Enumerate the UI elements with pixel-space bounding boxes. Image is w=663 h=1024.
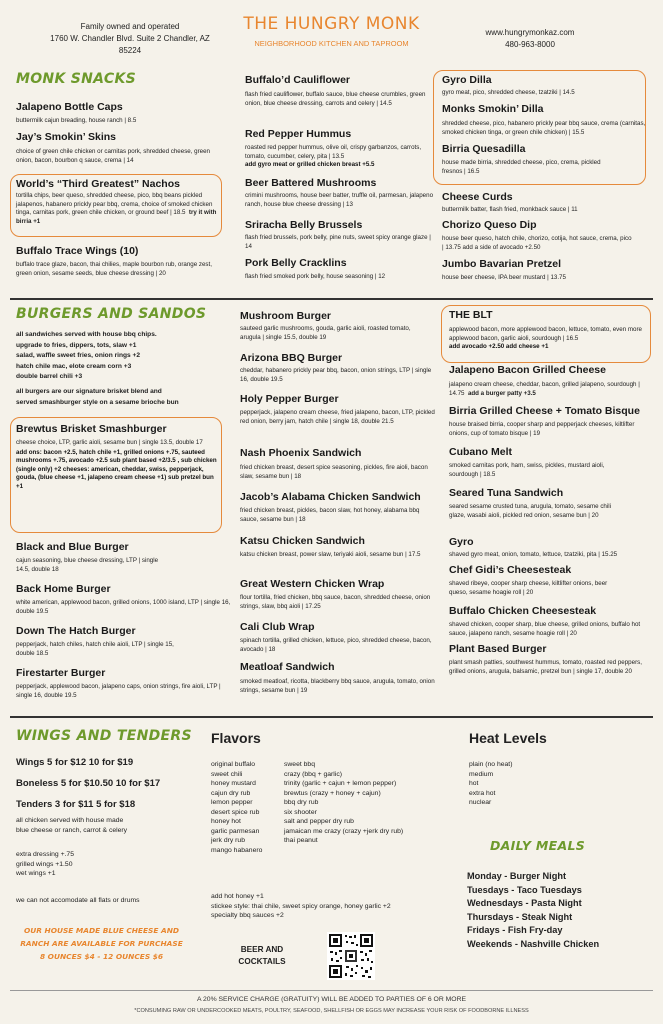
item-name: Down The Hatch Burger xyxy=(16,625,136,637)
menu-item xyxy=(245,128,435,170)
promo-line: RANCH ARE AVAILABLE FOR PURCHASE xyxy=(20,939,183,948)
item-name: Jalapeno Bacon Grilled Cheese xyxy=(449,364,606,376)
flavor-item: thai peanut xyxy=(284,837,318,844)
item-desc: pepperjack, jalapeno cream cheese, fried jalapeno, bacon, LTP, pickled red onion, berry jam, hatch chile | single 18, double 21.5 xyxy=(240,409,435,425)
item-name: THE BLT xyxy=(449,309,493,321)
menu-item xyxy=(442,258,647,283)
item-desc: flash fried cauliflower, buffalo sauce, blue cheese crumbles, green onion, blue cheese dressing, carrots and celery | 14.5 xyxy=(245,91,426,107)
flavor-item: jamaican me crazy (crazy +jerk dry rub) xyxy=(284,827,404,835)
food-safety-warning: *CONSUMING RAW OR UNDERCOOKED MEATS, POULTRY, SEAFOOD, SHELLFISH OR EGGS MAY INCREASE YOUR RISK OF FOODBORNE ILLNESS xyxy=(134,1008,529,1014)
flavors-title: Flavors xyxy=(211,730,261,746)
item-name: Sriracha Belly Brussels xyxy=(245,219,363,231)
item-desc: seared sesame crusted tuna, arugula, tomato, sesame chili glaze, wasabi aioli, pickled red onion, sesame bun | 20 xyxy=(449,503,611,519)
header-address: 1760 W. Chandler Blvd. Suite 2 Chandler, AZ 85224 xyxy=(50,34,210,55)
promo-line: 8 OUNCES $4 - 12 OUNCES $6 xyxy=(39,952,164,961)
flavor-item: original buffalo xyxy=(211,761,256,768)
daily-meal: Wednesdays - Pasta Night xyxy=(467,898,582,909)
flavor-item: sweet bbq xyxy=(284,761,315,768)
heat-level: hot xyxy=(469,780,479,787)
wings-served xyxy=(16,816,206,835)
item-desc: smoked meatloaf, ricotta, blackberry bbq sauce, arugula, tomato, onion strings, sesame bun | 19 xyxy=(240,678,435,694)
item-name: Great Western Chicken Wrap xyxy=(240,578,385,590)
qr-code[interactable] xyxy=(327,932,375,980)
phone[interactable]: 480-963-8000 xyxy=(505,40,555,49)
flavor-item: bbq dry rub xyxy=(284,799,319,806)
wings-prices xyxy=(16,753,206,815)
menu-item xyxy=(240,447,435,481)
add-line: specialty bbq sauces +2 xyxy=(211,912,284,919)
item-extra: add gyro meat or grilled chicken breast +5.5 xyxy=(245,161,375,169)
item-name: Cheese Curds xyxy=(442,191,513,203)
menu-item xyxy=(16,101,226,126)
section-title-snacks: MONK SNACKS xyxy=(16,71,136,87)
daily-meal: Weekends - Nashville Chicken xyxy=(467,938,600,949)
item-desc: sauteed garlic mushrooms, gouda, garlic aioli, roasted tomato, arugula | single 15.5, double 19 xyxy=(240,325,411,341)
menu-item xyxy=(16,131,226,165)
add-line: stickee style: thai chile, sweet spicy orange, honey garlic +2 xyxy=(211,902,391,910)
item-extra: add ons: bacon +2.5, hatch chile +1, grilled onions +.75, sauteed mushrooms +.75, avocado +2.5 sub plant based +2/3.5 , sub chicken (single only) +2 cheeses: american, cheddar, swiss, pepperjack, gouda, (blue cheese +1, jalapeno cream cheese +1) sub pretzel bun +1 xyxy=(16,448,217,490)
item-desc: flash fried smoked pork belly, house seasoning | 12 xyxy=(245,273,386,280)
flavor-item: honey mustard xyxy=(211,780,256,787)
daily-meal: Thursdays - Steak Night xyxy=(467,911,573,922)
item-desc: applewood bacon, more applewood bacon, lettuce, tomato, even more applewood bacon, garlic aioli, sourdough | 16.5 xyxy=(449,326,642,342)
daily-meal: Fridays - Fish Fry-day xyxy=(467,925,563,936)
menu-item xyxy=(16,423,221,492)
item-desc: house beer queso, hatch chile, chorizo, cotija, hot sauce, crema, pico | 13.75 add a side of avocado +2.50 xyxy=(442,235,632,251)
flavors-list-2 xyxy=(284,760,444,846)
item-extra: add a burger patty +3.5 xyxy=(467,389,536,397)
flavor-item: honey hot xyxy=(211,818,241,825)
item-desc: tortilla chips, beer queso, shredded cheese, pico, bbq beans pickled jalapenos, habanero prickly pear bbq, crema, choice of smoked chicken tinga, carnitas pork, green chile chicken, or ground beef | 18.5 try it with birria +1 xyxy=(16,192,217,225)
menu-item xyxy=(240,661,435,695)
wings-extras xyxy=(16,850,206,879)
item-desc: shredded cheese, pico, habanero prickly pear bbq sauce, crema (carnitas, smoked chicken tinga, or green chile chicken) | 15.5 xyxy=(442,120,646,136)
item-name: Buffalo Trace Wings (10) xyxy=(16,245,139,257)
beer-line: BEER AND xyxy=(240,945,284,954)
menu-item xyxy=(449,536,654,560)
item-desc: fried chicken breast, pickles, bacon slaw, hot honey, alabama bbq sauce, sesame bun | 18 xyxy=(240,507,420,523)
heat-levels-list xyxy=(469,760,569,808)
extra-line: extra dressing +.75 xyxy=(16,851,74,858)
flavor-item: cajun dry rub xyxy=(211,789,251,797)
menu-item xyxy=(16,245,226,278)
menu-item xyxy=(449,564,639,597)
item-desc: choice of green chile chicken or carnitas pork, shredded cheese, green onion, bacon, bourbon q sauce, crema | 14 xyxy=(16,148,210,164)
served-line: blue cheese or ranch, carrot & celery xyxy=(16,826,128,834)
promo-dressing xyxy=(14,924,189,963)
item-name: Holy Pepper Burger xyxy=(240,393,339,405)
flavor-item: sweet chili xyxy=(211,770,243,778)
flavor-item: crazy (bbq + garlic) xyxy=(284,770,342,778)
item-name: Beer Battered Mushrooms xyxy=(245,177,377,189)
item-name: World’s “Third Greatest” Nachos xyxy=(16,178,180,190)
item-desc: house braised birria, cooper sharp and pepperjack cheeses, kiltlifter onions, cup of tomato bisque | 19 xyxy=(449,421,635,437)
menu-item xyxy=(245,74,435,108)
item-name: Mushroom Burger xyxy=(240,310,332,322)
daily-meals-list xyxy=(467,870,647,952)
note-line: all sandwiches served with house bbq chips. xyxy=(16,331,157,338)
menu-item xyxy=(449,405,654,438)
item-name: Nash Phoenix Sandwich xyxy=(240,447,362,459)
item-name: Jacob’s Alabama Chicken Sandwich xyxy=(240,491,421,503)
menu-item xyxy=(442,74,647,98)
menu-item xyxy=(240,491,435,524)
item-extra: try it with birria +1 xyxy=(16,209,217,225)
extra-line: grilled wings +1.50 xyxy=(16,860,73,868)
item-desc: buttermilk batter, flash fried, monkback sauce | 11 xyxy=(442,206,578,213)
menu-item xyxy=(442,143,642,176)
header-owned: Family owned and operated xyxy=(80,22,180,31)
item-name: Firestarter Burger xyxy=(16,667,106,679)
item-desc: spinach tortilla, grilled chicken, lettuce, pico, shredded cheese, bacon, avocado | 18 xyxy=(240,637,432,653)
item-desc: pepperjack, hatch chiles, hatch chile aioli, LTP | single 15, double 18.5 xyxy=(16,641,174,657)
note-line: all burgers are our signature brisket blend and xyxy=(16,387,162,395)
menu-item xyxy=(449,643,649,676)
item-name: Jalapeno Bottle Caps xyxy=(16,101,123,113)
menu-item xyxy=(16,178,222,226)
item-desc: cheddar, habanero prickly pear bbq, bacon, onion strings, LTP | single 16, double 19.5 xyxy=(240,367,432,383)
section-title-wings: WINGS AND TENDERS xyxy=(16,728,192,744)
restaurant-subtitle: NEIGHBORHOOD KITCHEN AND TAPROOM xyxy=(254,39,409,48)
item-name: Gyro Dilla xyxy=(442,74,492,86)
item-name: Chorizo Queso Dip xyxy=(442,219,537,231)
item-desc: flash fried brussels, pork belly, pine nuts, sweet spicy orange glaze | 14 xyxy=(245,234,431,250)
item-desc: shaved ribeye, cooper sharp cheese, kiltlifter onions, beer queso, sesame hoagie roll | 20 xyxy=(449,580,608,596)
item-name: Pork Belly Cracklins xyxy=(245,257,347,269)
wings-note: we can not accomodate all flats or drums xyxy=(16,897,140,904)
item-name: Cali Club Wrap xyxy=(240,621,315,633)
item-name: Monks Smokin’ Dilla xyxy=(442,103,544,115)
item-extra: add avocado +2.50 add cheese +1 xyxy=(449,343,549,351)
item-desc: house beer cheese, IPA beer mustard | 13.75 xyxy=(442,274,566,281)
beer-cocktails-label xyxy=(227,944,297,968)
divider xyxy=(10,716,653,718)
flavor-item: six shooter xyxy=(284,808,317,816)
item-name: Birria Grilled Cheese + Tomato Bisque xyxy=(449,405,640,417)
item-desc: fried chicken breast, desert spice seasoning, pickles, fire aioli, bacon slaw, sesame bun | 18 xyxy=(240,464,428,480)
note-line: double barrel chili +3 xyxy=(16,373,83,381)
menu-item xyxy=(245,257,435,282)
item-name: Black and Blue Burger xyxy=(16,541,129,553)
menu-item xyxy=(16,625,216,658)
menu-item xyxy=(240,393,435,426)
item-name: Buffalo Chicken Cheesesteak xyxy=(449,605,597,617)
menu-item xyxy=(449,446,629,479)
daily-meal: Monday - Burger Night xyxy=(467,871,567,881)
beer-line: COCKTAILS xyxy=(238,957,286,966)
flavors-list-1 xyxy=(211,760,291,855)
menu-item xyxy=(240,310,430,342)
menu-item xyxy=(240,621,435,654)
menu-item xyxy=(240,352,435,384)
price-line: Tenders 3 for $11 5 for $18 xyxy=(16,799,136,810)
item-name: Arizona BBQ Burger xyxy=(240,352,343,364)
burger-notes xyxy=(16,330,226,408)
menu-item xyxy=(240,578,435,611)
item-name: Katsu Chicken Sandwich xyxy=(240,535,365,547)
item-desc: smoked carnitas pork, ham, swiss, pickles, mustard aioli, sourdough | 18.5 xyxy=(449,462,605,478)
heat-level: nuclear xyxy=(469,799,492,806)
header-right xyxy=(470,27,590,51)
item-name: Buffalo’d Cauliflower xyxy=(245,74,350,86)
item-desc: gyro meat, pico, shredded cheese, tzatziki | 14.5 xyxy=(442,89,575,96)
item-desc: white american, applewood bacon, grilled onions, 1000 island, LTP | single 16, double 19.5 xyxy=(16,599,231,615)
note-line: upgrade to fries, dippers, tots, slaw +1 xyxy=(16,341,137,349)
flavor-item: jerk dry rub xyxy=(211,837,245,844)
service-charge-note: A 20% SERVICE CHARGE (GRATUITY) WILL BE ADDED TO PARTIES OF 6 OR MORE xyxy=(196,996,467,1003)
item-desc: jalapeno cream cheese, cheddar, bacon, grilled jalapeno, sourdough | 14.75 add a burger patty +3.5 xyxy=(449,381,640,397)
flavors-adds xyxy=(211,892,451,921)
divider xyxy=(10,298,653,300)
note-line: served smashburger style on a sesame brioche bun xyxy=(16,398,179,406)
menu-item xyxy=(449,364,647,398)
item-name: Red Pepper Hummus xyxy=(245,128,352,140)
item-desc: shaved chicken, cooper sharp, blue cheese, grilled onions, buffalo hot sauce, jalapeno ranch, sesame hoagie roll | 20 xyxy=(449,621,641,637)
heat-level: extra hot xyxy=(469,789,496,797)
menu-item xyxy=(442,219,632,252)
item-name: Meatloaf Sandwich xyxy=(240,661,335,673)
item-name: Jumbo Bavarian Pretzel xyxy=(442,258,562,270)
note-line: hatch chile mac, elote cream corn +3 xyxy=(16,362,132,370)
menu-item xyxy=(245,177,437,209)
menu-item xyxy=(449,487,639,520)
flavor-item: desert spice rub xyxy=(211,808,260,816)
served-line: all chicken served with house made xyxy=(16,817,124,824)
item-name: Seared Tuna Sandwich xyxy=(449,487,564,499)
header-center xyxy=(225,14,438,48)
item-name: Back Home Burger xyxy=(16,583,111,595)
item-name: Jay’s Smokin’ Skins xyxy=(16,131,116,143)
menu-item xyxy=(16,583,231,616)
item-desc: roasted red pepper hummus, olive oil, crispy garbanzos, carrots, tomato, cucumber, celery, pita | 13.5 xyxy=(245,144,422,160)
flavor-item: trinity (garlic + cajun + lemon pepper) xyxy=(284,780,397,787)
flavor-item: garlic parmesan xyxy=(211,827,260,835)
flavor-item: brewtus (crazy + honey + cajun) xyxy=(284,789,381,797)
item-name: Plant Based Burger xyxy=(449,643,547,655)
section-title-burgers: BURGERS AND SANDOS xyxy=(16,306,207,322)
heat-levels-title: Heat Levels xyxy=(469,730,547,746)
item-desc: pepperjack, applewood bacon, jalapeno caps, onion strings, fire aioli, LTP | single 16, double 19.5 xyxy=(16,683,221,699)
heat-level: medium xyxy=(469,770,494,778)
item-name: Brewtus Brisket Smashburger xyxy=(16,423,167,435)
footer-divider xyxy=(10,990,653,991)
heat-level: plain (no heat) xyxy=(469,761,513,768)
menu-item xyxy=(245,219,435,251)
item-desc: buffalo trace glaze, bacon, thai chilies, maple bourbon rub, orange zest, green onion, sesame seeds, blue cheese dressing | 20 xyxy=(16,261,212,277)
price-line: Boneless 5 for $10.50 10 for $17 xyxy=(16,778,161,789)
menu-item xyxy=(16,541,226,574)
item-desc: cajun seasoning, blue cheese dressing, LTP | single 14.5, double 18 xyxy=(16,557,159,573)
price-line: Wings 5 for $12 10 for $19 xyxy=(16,757,134,768)
menu-item xyxy=(16,667,231,700)
item-desc: shaved gyro meat, onion, tomato, lettuce, tzatziki, pita | 15.25 xyxy=(449,551,618,558)
item-desc: flour tortilla, fried chicken, bbq sauce, bacon, shredded cheese, onion strings, slaw, bbq aioli | 17.25 xyxy=(240,594,431,610)
daily-meals-title: DAILY MEALS xyxy=(490,838,586,853)
item-desc: plant smash patties, southwest hummus, tomato, roasted red peppers, grilled onions, arugula, balsamic, pretzel bun | single 17, double 20 xyxy=(449,659,642,675)
extra-line: wet wings +1 xyxy=(16,870,56,877)
flavor-item: lemon pepper xyxy=(211,799,253,806)
add-line: add hot honey +1 xyxy=(211,893,264,900)
flavor-item: mango habanero xyxy=(211,846,263,854)
item-desc: house made birria, shredded cheese, pico, crema, pickled fresnos | 16.5 xyxy=(442,159,601,175)
restaurant-title: THE HUNGRY MONK xyxy=(243,14,420,34)
item-desc: buttermilk cajun breading, house ranch | 8.5 xyxy=(16,117,137,124)
menu-item xyxy=(449,605,649,638)
flavor-item: salt and pepper dry rub xyxy=(284,818,354,825)
item-name: Gyro xyxy=(449,536,474,548)
menu-item xyxy=(442,191,647,215)
item-name: Chef Gidi’s Cheesesteak xyxy=(449,564,572,576)
daily-meal: Tuesdays - Taco Tuesdays xyxy=(467,884,582,895)
menu-item xyxy=(240,535,435,560)
item-desc: crimini mushrooms, house beer batter, truffle oil, parmesan, jalapeno ranch, house blue cheese dressing | 13 xyxy=(245,192,434,208)
item-desc: katsu chicken breast, power slaw, teriyaki aioli, sesame bun | 17.5 xyxy=(240,551,421,558)
item-name: Cubano Melt xyxy=(449,446,512,458)
item-desc: cheese choice, LTP, garlic aioli, sesame bun | single 13.5, double 17 xyxy=(16,439,203,446)
item-name: Birria Quesadilla xyxy=(442,143,526,155)
header-left xyxy=(40,21,220,57)
website[interactable]: www.hungrymonkaz.com xyxy=(485,28,575,37)
menu-item xyxy=(442,103,647,137)
note-line: salad, waffle sweet fries, onion rings +2 xyxy=(16,352,141,360)
promo-line: OUR HOUSE MADE BLUE CHEESE AND xyxy=(23,926,180,935)
menu-item xyxy=(449,309,647,352)
